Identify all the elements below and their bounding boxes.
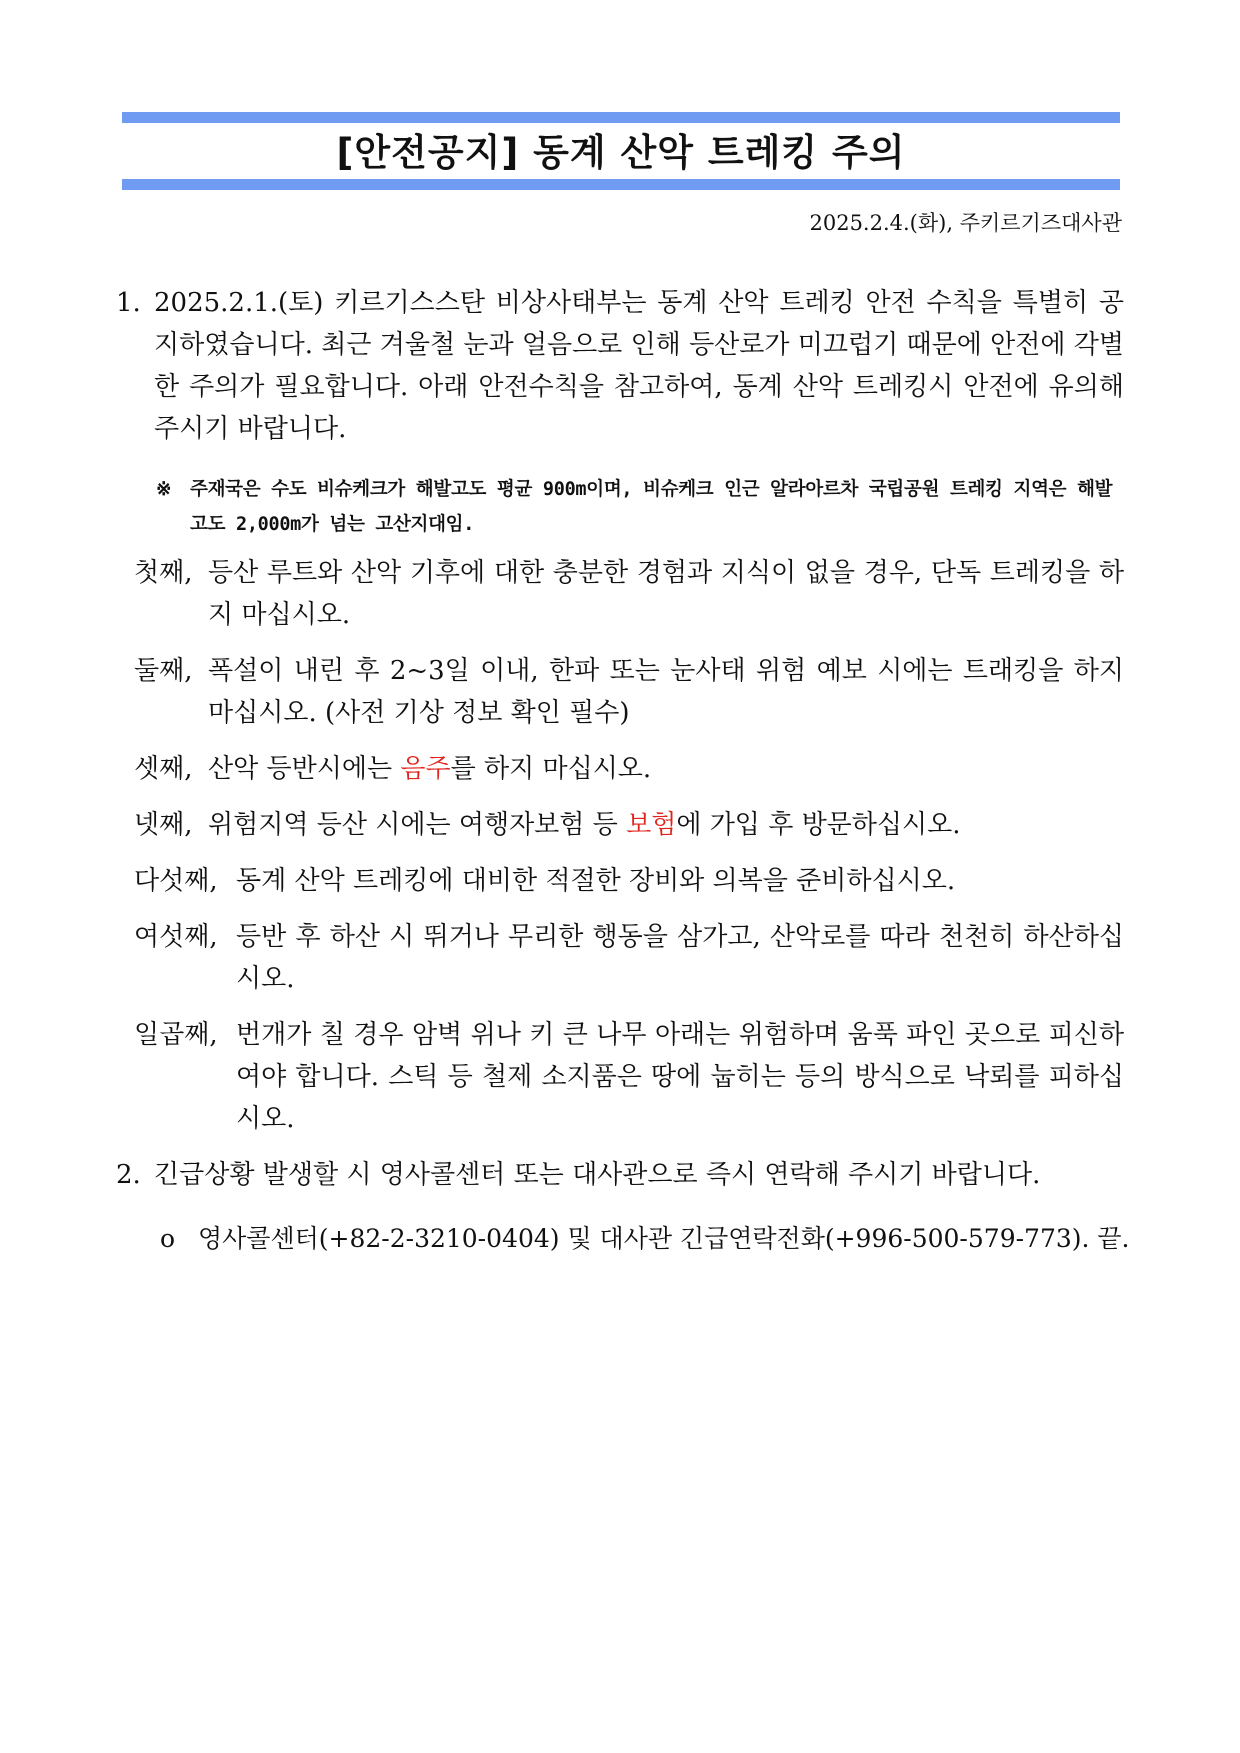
- bullet-mark: o: [160, 1224, 176, 1253]
- highlight-drinking: 음주: [400, 754, 451, 784]
- rule-text: 동계 산악 트레킹에 대비한 적절한 장비와 의복을 준비하십시오.: [236, 866, 956, 896]
- rule-item: [134, 916, 1124, 1000]
- section-1: [116, 282, 1124, 450]
- section-2: [116, 1154, 1124, 1196]
- section-2-text: 긴급상황 발생할 시 영사콜센터 또는 대사관으로 즉시 연락해 주시기 바랍니다.: [154, 1160, 1041, 1190]
- section-1-marker: 1.: [116, 288, 141, 318]
- note-text: 주재국은 수도 비슈케크가 해발고도 평균 900m이며, 비슈케크 인근 알라아르차 국립공원 트레킹 지역은 해발고도 2,000m가 넘는 고산지대임.: [190, 479, 1113, 535]
- rule-item: [134, 552, 1124, 636]
- rule-label: 둘째,: [134, 656, 193, 686]
- rule-text: 등산 루트와 산악 기후에 대한 충분한 경험과 지식이 없을 경우, 단독 트레킹을 하지 마십시오.: [208, 558, 1124, 630]
- section-2-marker: 2.: [116, 1160, 141, 1190]
- rule-item: [134, 860, 1124, 902]
- rule-text: 번개가 칠 경우 암벽 위나 키 큰 나무 아래는 위험하며 움푹 파인 곳으로 피신하여야 합니다. 스틱 등 철제 소지품은 땅에 눕히는 등의 방식으로 낙뢰를 피하십시오.: [236, 1020, 1124, 1134]
- rule-label: 셋째,: [134, 754, 193, 784]
- notice-body: [116, 282, 1130, 1260]
- rule-text: 산악 등반시에는: [208, 754, 401, 784]
- date-line: 2025.2.4.(화), 주키르기즈대사관: [809, 211, 1122, 235]
- rule-item: [134, 804, 1124, 846]
- highlight-insurance: 보험: [626, 810, 677, 840]
- rule-text: 를 하지 마십시오.: [450, 754, 652, 784]
- rule-item: [134, 650, 1124, 734]
- altitude-note: [156, 472, 1124, 542]
- title-top-rule: [122, 112, 1120, 123]
- rule-text: 등반 후 하산 시 뛰거나 무리한 행동을 삼가고, 산악로를 따라 천천히 하산하십시오.: [236, 922, 1124, 994]
- contact-text: 영사콜센터(+82-2-3210-0404) 및 대사관 긴급연락전화(+996-500-579-773). 끝.: [198, 1224, 1130, 1253]
- rule-item: [134, 1014, 1124, 1140]
- rule-label: 첫째,: [134, 558, 193, 588]
- rule-text: 폭설이 내린 후 2~3일 이내, 한파 또는 눈사태 위험 예보 시에는 트래킹을 하지 마십시오. (사전 기상 정보 확인 필수): [208, 656, 1124, 728]
- note-mark: ※: [156, 479, 172, 500]
- safety-rules: [134, 552, 1124, 1140]
- contact-bullet: [160, 1218, 1130, 1260]
- rule-text: 에 가입 후 방문하십시오.: [676, 810, 961, 840]
- page-title: [안전공지] 동계 산악 트레킹 주의: [336, 131, 906, 174]
- rule-label: 다섯째,: [134, 866, 218, 896]
- rule-label: 일곱째,: [134, 1020, 218, 1050]
- rule-text: 위험지역 등산 시에는 여행자보험 등: [208, 810, 627, 840]
- title-bottom-rule: [122, 179, 1120, 190]
- rule-label: 넷째,: [134, 810, 193, 840]
- section-1-text: 2025.2.1.(토) 키르기스스탄 비상사태부는 동계 산악 트레킹 안전 수칙을 특별히 공지하였습니다. 최근 겨울철 눈과 얼음으로 인해 등산로가 미끄럽기 때문에 안전에 각별한 주의가 필요합니다. 아래 안전수칙을 참고하여, 동계 산악 트레킹시 안전에 유의해 주시기 바랍니다.: [154, 288, 1124, 444]
- rule-item: [134, 748, 1124, 790]
- rule-label: 여섯째,: [134, 922, 218, 952]
